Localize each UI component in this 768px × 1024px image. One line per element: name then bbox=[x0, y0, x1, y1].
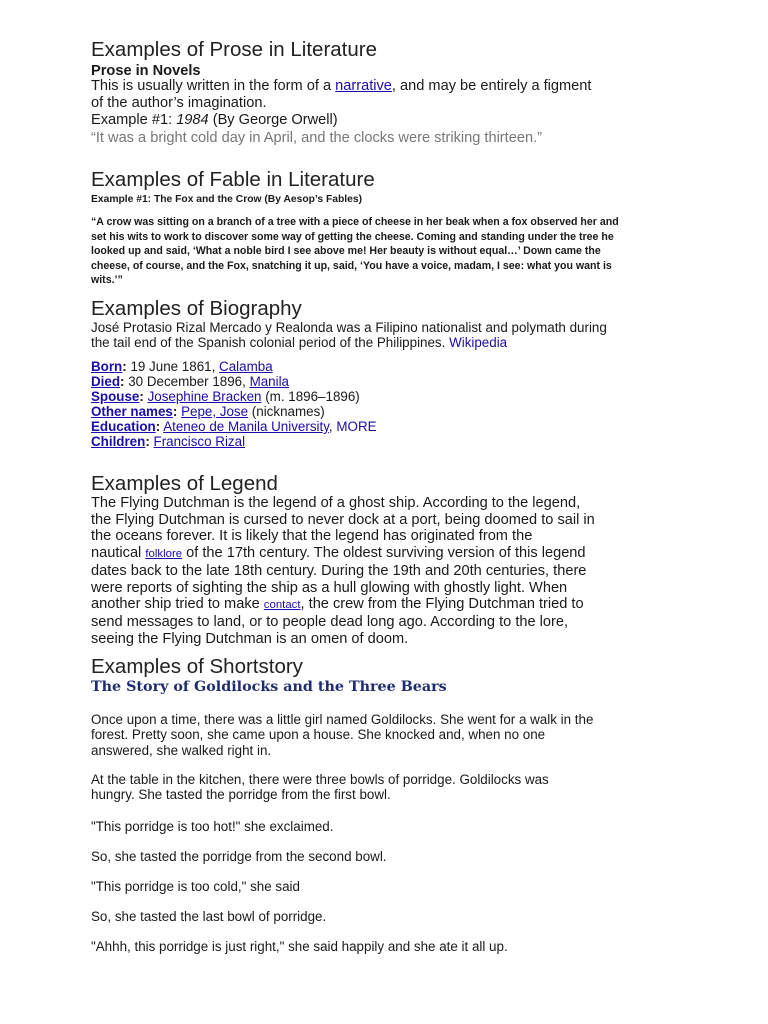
legend-line: were reports of sighting the ship as a hull glowing with ghostly light. When bbox=[91, 579, 568, 596]
legend-line bbox=[91, 545, 691, 563]
story-paragraph-6: So, she tasted the last bowl of porridge. bbox=[91, 909, 327, 924]
fact-colon: : bbox=[120, 374, 125, 389]
fact-link[interactable]: Pepe, Jose bbox=[181, 404, 249, 419]
fact-text: , bbox=[328, 419, 337, 434]
prose-line-2: of the author’s imagination. bbox=[91, 95, 267, 111]
fact-label[interactable]: Other names bbox=[91, 404, 173, 419]
legend-line: dates back to the late 18th century. During the 19th and 20th centuries, there bbox=[91, 562, 587, 579]
fact-children bbox=[91, 434, 245, 449]
story-title: The Story of Goldilocks and the Three Bears bbox=[91, 679, 447, 695]
example-title: 1984 bbox=[176, 112, 209, 128]
fact-text: 30 December 1896, bbox=[124, 374, 250, 389]
legend-line: The Flying Dutchman is the legend of a ghost ship. According to the legend, bbox=[91, 495, 581, 511]
legend-text: of the 17th century. The oldest surviving version of this legend bbox=[182, 545, 586, 562]
folklore-link[interactable]: folklore bbox=[145, 548, 183, 561]
fact-label[interactable]: Spouse bbox=[91, 389, 140, 404]
fable-line: looked up and said, ‘What a noble bird I see above me! Her beauty is without equal…’ Down came the bbox=[91, 245, 601, 258]
legend-line bbox=[91, 596, 691, 614]
fact-text: (nicknames) bbox=[248, 404, 325, 419]
story-paragraph-7: "Ahhh, this porridge is just right," she said happily and she ate it all up. bbox=[91, 939, 508, 954]
story-line: answered, she walked right in. bbox=[91, 742, 272, 758]
fact-link[interactable]: Francisco Rizal bbox=[153, 434, 246, 449]
story-paragraph-4: So, she tasted the porridge from the second bowl. bbox=[91, 849, 387, 864]
fact-link[interactable]: Ateneo de Manila University bbox=[163, 419, 329, 434]
more-link[interactable]: MORE bbox=[336, 419, 377, 434]
shortstory-heading: Examples of Shortstory bbox=[91, 655, 303, 678]
story-paragraph-5: "This porridge is too cold," she said bbox=[91, 879, 300, 894]
prose-line-1 bbox=[91, 79, 591, 94]
legend-line: the Flying Dutchman is cursed to never dock at a port, being doomed to sail in bbox=[91, 511, 595, 528]
fact-born bbox=[91, 359, 273, 374]
fact-education bbox=[91, 419, 377, 434]
story-paragraph-1 bbox=[91, 712, 691, 758]
fable-heading: Examples of Fable in Literature bbox=[91, 168, 375, 191]
biography-line-2 bbox=[91, 335, 507, 350]
fable-line: cheese, of course, and the Fox, snatching it up, said, ‘You have a voice, madam, I see: what you want is bbox=[91, 259, 612, 272]
fact-colon: : bbox=[139, 389, 144, 404]
fact-spouse bbox=[91, 389, 360, 404]
fact-colon: : bbox=[172, 404, 178, 419]
legend-line: the oceans forever. It is likely that the legend has originated from the bbox=[91, 528, 533, 545]
example-author: (By George Orwell) bbox=[208, 112, 338, 128]
fact-link[interactable]: Manila bbox=[249, 374, 290, 389]
wikipedia-link[interactable]: Wikipedia bbox=[449, 335, 508, 350]
prose-text: , and may be entirely a figment bbox=[391, 78, 592, 94]
fact-label[interactable]: Education bbox=[91, 419, 156, 434]
fact-label[interactable]: Born bbox=[91, 359, 123, 374]
legend-paragraph bbox=[91, 495, 691, 647]
story-line: forest. Pretty soon, she came upon a house. She knocked and, when no one bbox=[91, 727, 546, 743]
fable-line: “A crow was sitting on a branch of a tree with a piece of cheese in her beak when a fox observed her and bbox=[91, 216, 619, 228]
story-line: hungry. She tasted the porridge from the first bowl. bbox=[91, 787, 391, 803]
prose-quote: “It was a bright cold day in April, and the clocks were striking thirteen.” bbox=[91, 130, 542, 146]
biography-line-1: José Protasio Rizal Mercado y Realonda was a Filipino nationalist and polymath during bbox=[91, 320, 607, 335]
biography-heading: Examples of Biography bbox=[91, 297, 302, 320]
fact-link[interactable]: Calamba bbox=[219, 359, 273, 374]
legend-heading: Examples of Legend bbox=[91, 472, 278, 495]
fact-label[interactable]: Children bbox=[91, 434, 146, 449]
legend-text: , the crew from the Flying Dutchman tried to bbox=[300, 596, 584, 613]
fable-line: set his wits to work to discover some way of getting the cheese. Coming and standing under the tree he bbox=[91, 230, 614, 243]
story-line: At the table in the kitchen, there were three bowls of porridge. Goldilocks was bbox=[91, 772, 549, 787]
fact-other-names bbox=[91, 404, 325, 419]
fact-colon: : bbox=[122, 359, 127, 374]
example-label: Example #1: bbox=[91, 112, 177, 128]
prose-subheading: Prose in Novels bbox=[91, 63, 201, 79]
prose-example bbox=[91, 113, 338, 128]
contact-link[interactable]: contact bbox=[263, 599, 301, 612]
legend-text: nautical bbox=[91, 545, 146, 562]
fact-died bbox=[91, 374, 289, 389]
legend-text: another ship tried to make bbox=[91, 596, 264, 613]
legend-line: seeing the Flying Dutchman is an omen of doom. bbox=[91, 630, 409, 647]
fable-example: Example #1: The Fox and the Crow (By Aesop’s Fables) bbox=[91, 194, 363, 205]
prose-heading: Examples of Prose in Literature bbox=[91, 38, 377, 61]
narrative-link[interactable]: narrative bbox=[335, 78, 392, 94]
fact-link[interactable]: Josephine Bracken bbox=[147, 389, 262, 404]
fact-text: (m. 1896–1896) bbox=[261, 389, 360, 404]
fact-text: 19 June 1861, bbox=[126, 359, 220, 374]
story-paragraph-3: "This porridge is too hot!" she exclaimed. bbox=[91, 819, 334, 834]
story-line: Once upon a time, there was a little girl named Goldilocks. She went for a walk in the bbox=[91, 712, 594, 727]
legend-line: send messages to land, or to people dead long ago. According to the lore, bbox=[91, 613, 569, 630]
story-paragraph-2 bbox=[91, 772, 691, 803]
fact-colon: : bbox=[145, 434, 150, 449]
prose-text: This is usually written in the form of a bbox=[91, 78, 336, 94]
fable-quote bbox=[91, 215, 691, 288]
biography-text: the tail end of the Spanish colonial period of the Philippines. bbox=[91, 335, 450, 350]
fable-line: wits.’” bbox=[91, 274, 123, 287]
fact-label[interactable]: Died bbox=[91, 374, 121, 389]
fact-colon: : bbox=[155, 419, 161, 434]
